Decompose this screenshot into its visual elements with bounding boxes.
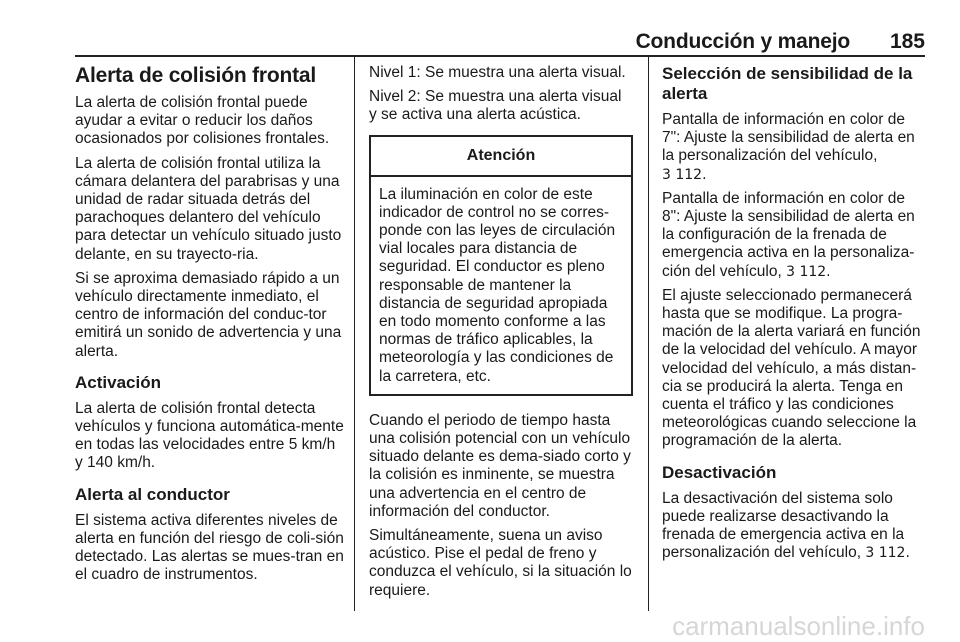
- paragraph-text: La desactivación del sistema solo puede realizarse desactivando la frenada de emergencia activa en la personalización del vehículo,: [662, 489, 905, 562]
- subheading-deactivation: Desactivación: [662, 462, 777, 482]
- watermark: carmanualsonline.info: [672, 611, 925, 641]
- paragraph: El ajuste seleccionado permanecerá hasta que se modifique. La progra-mación de la alerta variará en función de la velocidad del vehículo. A mayor velocidad del vehículo, a más distan-cia se producirá la alerta. Tenga en cuenta el tráfico y las condiciones meteorológicas cuando seleccione la programación de la alerta.: [662, 286, 921, 450]
- paragraph: El sistema activa diferentes niveles de alerta en función del riesgo de coli-sión detectado. Las alertas se mues-tran en el cuadro de instrumentos.: [75, 511, 344, 584]
- paragraph: Nivel 2: Se muestra una alerta visual y se activa una alerta acústica.: [369, 88, 622, 124]
- paragraph-text: Pantalla de información en color de 7": Ajuste la sensibilidad de alerta en la personalización del vehículo,: [662, 111, 915, 165]
- paragraph: Si se aproxima demasiado rápido a un vehículo directamente inmediato, el centro de información del conduc-tor emitirá un sonido de advertencia y una alerta.: [75, 269, 342, 360]
- paragraph: Nivel 1: Se muestra una alerta visual.: [369, 64, 626, 81]
- page-reference-link[interactable]: 3 112.: [786, 263, 831, 280]
- paragraph: La alerta de colisión frontal detecta vehículos y funciona automática-mente en todas las velocidades entre 5 km/h y 140 km/h.: [75, 399, 344, 472]
- paragraph: La alerta de colisión frontal utiliza la cámara delantera del parabrisas y una unidad de radar situada detrás del parachoques delantero del vehículo para detectar un vehículo situado justo delante, en su trayecto-ria.: [75, 154, 342, 263]
- column-right: [662, 64, 926, 568]
- paragraph: [662, 190, 926, 281]
- paragraph: La alerta de colisión frontal puede ayudar a evitar o reducir los daños ocasionados por colisiones frontales.: [75, 94, 330, 148]
- page-reference-link[interactable]: 3 112.: [865, 545, 910, 562]
- column-divider-1: [354, 57, 355, 611]
- paragraph: [662, 490, 926, 563]
- column-divider-2: [648, 57, 649, 611]
- paragraph: Simultáneamente, suena un aviso acústico. Pise el pedal de freno y conduzca el vehículo, si la situación lo requiere.: [369, 527, 632, 599]
- header-rule: [75, 55, 925, 57]
- column-left: [75, 64, 347, 590]
- subheading-driver-alert: Alerta al conductor: [75, 484, 230, 504]
- running-title: Conducción y manejo: [635, 30, 850, 53]
- section-heading: Alerta de colisión frontal: [75, 64, 317, 87]
- paragraph: [662, 111, 926, 184]
- page-reference-link[interactable]: 3 112.: [662, 166, 707, 183]
- notice-title: Atención: [371, 137, 631, 177]
- page-header: [75, 30, 925, 52]
- subheading-sensitivity: Selección de sensibilidad de la alerta: [662, 64, 913, 103]
- page-number: 185: [889, 30, 925, 53]
- paragraph-text: Pantalla de información en color de 8": Ajuste la sensibilidad de alerta en la configuración de la frenada de emergencia activa en la personaliza-ción del vehículo,: [662, 189, 915, 280]
- paragraph: Cuando el periodo de tiempo hasta una colisión potencial con un vehículo situado delante es dema-siado corto y la colisión es inminente, se muestra una advertencia en el centro de información del conductor.: [369, 411, 631, 520]
- column-middle: [369, 64, 633, 606]
- notice-text: La iluminación en color de este indicador de control no se corres-ponde con las leyes de circulación vial locales para distancia de seguridad. El conductor es pleno responsable de mantener la distancia de seguridad apropiada en todo momento conforme a las normas de tráfico aplicables, la meteorología y las condiciones de la carretera, etc.: [379, 185, 616, 385]
- subheading-activation: Activación: [75, 372, 161, 392]
- notice-box: [369, 135, 633, 396]
